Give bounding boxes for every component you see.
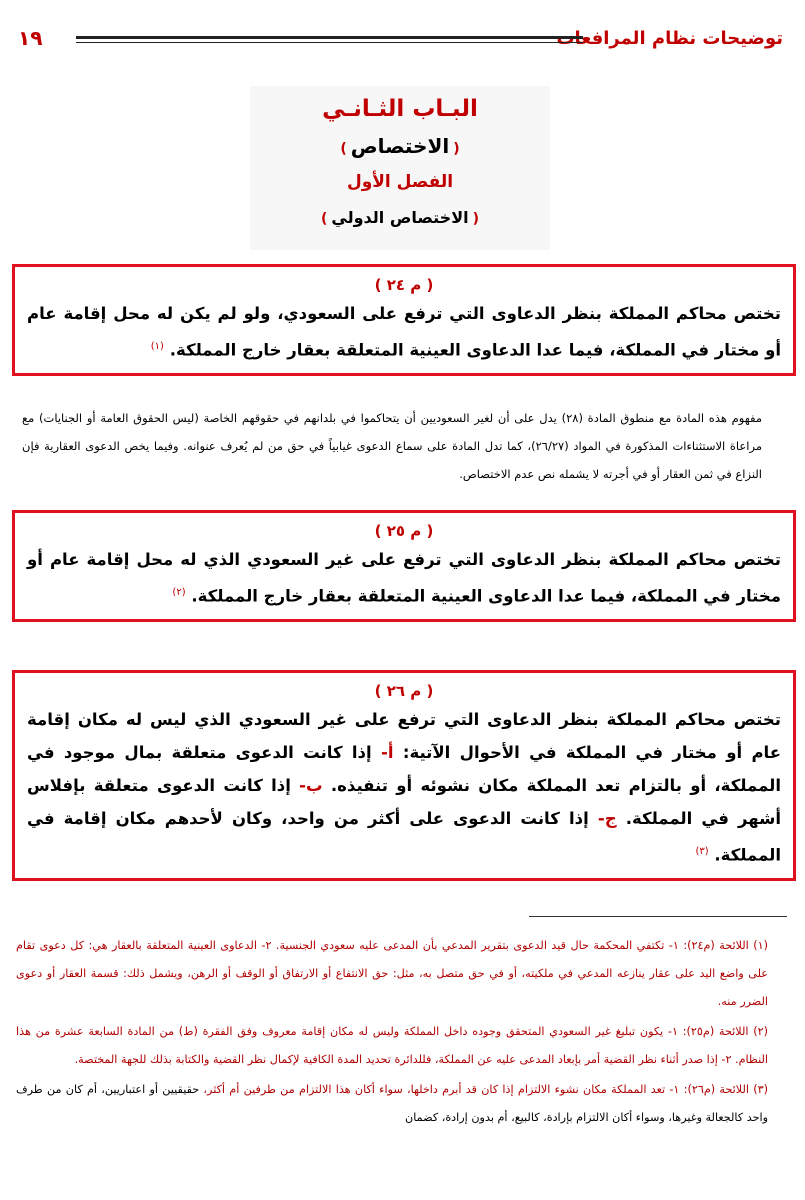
section-title: الفصل الأول <box>346 172 454 192</box>
chapter-subtitle-text: الاختصاص <box>350 134 450 158</box>
page-number: ١٩ <box>18 26 43 50</box>
article-text: تختص محاكم المملكة بنظر الدعاوى التي ترفع على السعودي، ولو لم يكن له محل إقامة عام أو مختار في المملكة، فيما عدا الدعاوى العينية المتعلقة بعقار خارج المملكة. <box>27 304 781 360</box>
section-subtitle-text: الاختصاص الدولي <box>331 208 469 227</box>
article-text: تختص محاكم المملكة بنظر الدعاوى التي ترفع على غير السعودي الذي له محل إقامة عام أو مختار في المملكة، فيما عدا الدعاوى العينية المتعلقة بعقار خارج المملكة. <box>27 550 781 606</box>
chapter-title: البـاب الثـانـي <box>322 96 478 122</box>
close-paren: ) <box>320 211 328 227</box>
running-title: توضيحات نظام المرافعات <box>556 28 783 49</box>
footnote-3 <box>16 1076 768 1132</box>
section-subtitle <box>250 200 550 236</box>
open-paren: ( <box>453 141 460 157</box>
page-header <box>18 22 783 62</box>
footnote-1: (١) اللائحة (م٢٤): ١- تكتفي المحكمة حال قيد الدعوى بتقرير المدعي بأن المدعى عليه سعودي الجنسية. ٢- الدعاوى العينية المتعلقة بالعقار هي: كل دعوى تقام على واضع اليد على عقار ينازعه المدعي في ملكيته، أو في حق متصل به، مثل: حق الانتفاع أو الارتفاق أو الوقف أو الرهن، ويشمل ذلك: قسمة العقار أو دعوى الضرر منه. <box>16 939 769 1008</box>
list-marker-c: ج- <box>597 809 617 828</box>
article-body <box>27 543 781 613</box>
close-paren: ) <box>340 141 347 157</box>
footnote-separator <box>529 916 787 917</box>
list-marker-a: أ- <box>381 743 394 762</box>
article-text-intro: تختص محاكم المملكة بنظر الدعاوى التي ترفع على غير السعودي الذي ليس له مكان إقامة عام أو مختار في المملكة في الأحوال الآتية: <box>27 710 782 762</box>
list-marker-b: ب- <box>299 776 323 795</box>
footnote-ref: (١) <box>150 341 164 352</box>
chapter-subtitle <box>250 128 550 164</box>
article-text-c: إذا كانت الدعوى على أكثر من واحد، وكان لأحدهم مكان إقامة في المملكة. <box>27 809 781 865</box>
footnotes <box>16 932 768 1134</box>
chapter-titles <box>250 86 550 250</box>
commentary-paragraph: مفهوم هذه المادة مع منطوق المادة (٢٨) يدل على أن لغير السعوديين أن يتحاكموا في بلدانهم في حقوقهم الخاصة (ليس الحقوق العامة أو الجنايات) مع مراعاة الاستثناءات المذكورة في المواد (٢٦/٢٧)، كما تدل المادة على سماع الدعوى غيابياً في حق من لم يُعرف عنوانه. وفيما يخص الدعوى العقارية فإن النزاع في ثمن العقار أو في أجرته لا يشمله نص عدم الاختصاص. <box>22 411 762 481</box>
article-body <box>27 297 781 367</box>
article-box-26 <box>12 670 796 881</box>
footnote-ref: (٣) <box>695 846 709 857</box>
article-box-25 <box>12 510 796 622</box>
footnote-3-continuation: حقيقيين أو اعتباريين، أم كان من طرف واحد كالجعالة وغيرها، وسواء أكان الالتزام بإرادة، كالبيع، أم بدون إرادة، كضمان <box>16 1083 768 1124</box>
footnote-3-text: (٣) اللائحة (م٢٦): ١- تعد المملكة مكان نشوء الالتزام إذا كان قد أبرم داخلها، سواء أكان هذا الالتزام من طرفين أم أكثر، <box>203 1083 768 1096</box>
article-heading: ( م ٢٥ ) <box>374 522 434 540</box>
article-text-b: إذا كانت الدعوى متعلقة بإفلاس أشهر في المملكة. <box>27 776 782 828</box>
open-paren: ( <box>472 211 479 227</box>
header-rule <box>76 36 583 43</box>
footnote-2: (٢) اللائحة (م٢٥): ١- يكون تبليغ غير السعودي المتحقق وجوده داخل المملكة وليس له مكان إقامة معروف وفق الفقرة (ط) من المادة السابعة عشرة من هذا النظام. ٢- إذا صدر أثناء نظر القضية أمر بإبعاد المدعى عليه عن المملكة، فللدائرة تحديد المدة الكافية لإكمال نظر القضية والكتابة بذلك للجهة المختصة. <box>16 1025 768 1066</box>
article-heading: ( م ٢٤ ) <box>374 276 434 294</box>
article-text-a: إذا كانت الدعوى متعلقة بمال موجود في المملكة، أو بالتزام تعد المملكة مكان نشوئه أو تنفيذه. <box>27 743 781 795</box>
article-body <box>27 703 781 872</box>
article-heading: ( م ٢٦ ) <box>374 682 434 700</box>
footnote-ref: (٢) <box>172 587 186 598</box>
article-box-24 <box>12 264 796 376</box>
